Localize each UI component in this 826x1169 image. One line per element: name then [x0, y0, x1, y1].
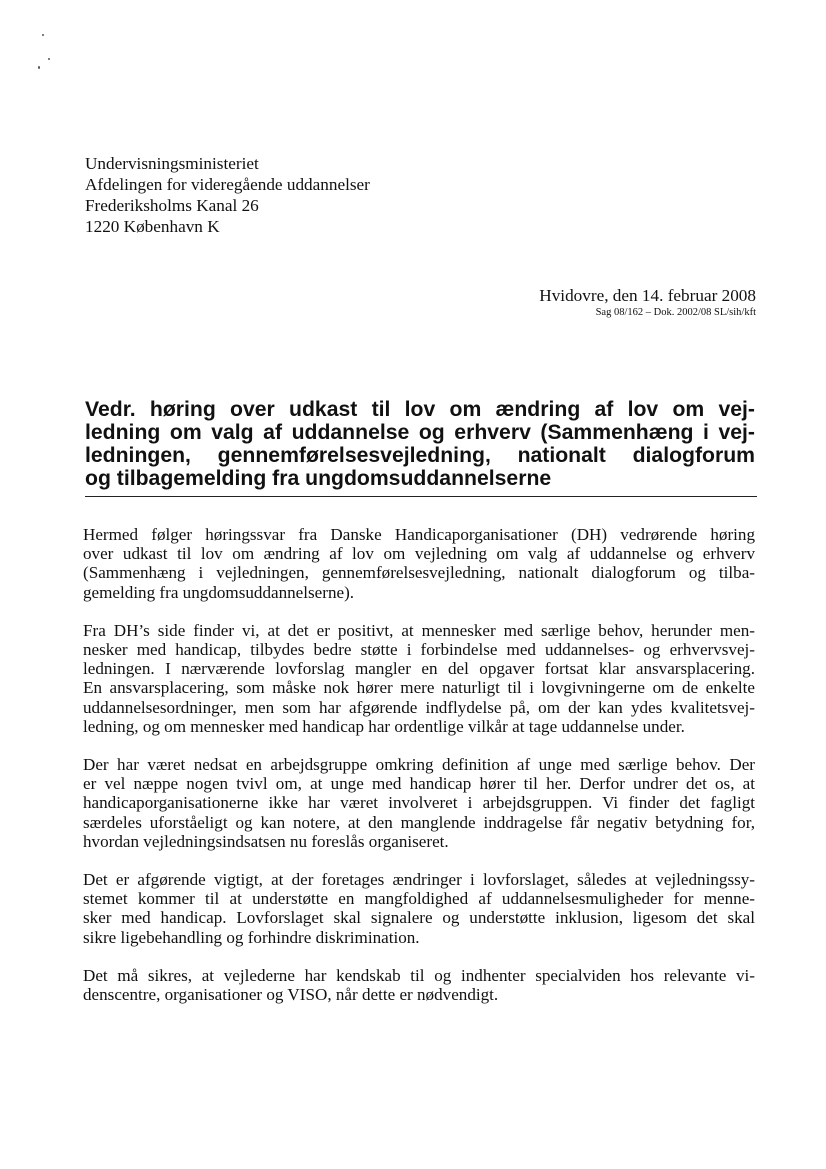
- text-line: ledning, og om mennesker med handicap har ordentlige vilkår at tage uddannelse under.: [83, 716, 685, 736]
- subject-heading: [85, 398, 755, 490]
- letter-body: [83, 525, 755, 1023]
- text-line: Hermed følger høringssvar fra Danske Handicaporganisationer (DH) vedrørende høring: [83, 525, 755, 544]
- text-line: sikre ligebehandling og forhindre diskrimination.: [83, 927, 420, 947]
- subject-underline: [85, 496, 757, 497]
- subject-line: ledning om valg af uddannelse og erhverv (Sammenhæng i vej-: [85, 421, 755, 444]
- recipient-line: Undervisningsministeriet: [85, 154, 259, 173]
- text-line: (Sammenhæng i vejledningen, gennemførelsesvejledning, nationalt dialogforum og tilba-: [83, 563, 755, 583]
- case-reference: Sag 08/162 – Dok. 2002/08 SL/sih/kft: [595, 307, 756, 318]
- text-line: Det må sikres, at vejlederne har kendskab til og indhenter specialviden hos relevante vi-: [83, 965, 755, 985]
- recipient-line: 1220 København K: [85, 217, 220, 236]
- text-line: gemelding fra ungdomsuddannelserne).: [83, 582, 355, 602]
- text-line: nesker med handicap, tilbydes bedre støtte i forbindelse med uddannelses- og erhvervsvej-: [83, 640, 755, 660]
- subject-line: Vedr. høring over udkast til lov om ændring af lov om vej-: [85, 398, 755, 421]
- text-line: særdeles uforståeligt og kan notere, at den manglende inddragelse får negativ betydning for,: [83, 812, 755, 832]
- text-line: sker med handicap. Lovforslaget skal signalere og understøtte inklusion, ligesom det skal: [83, 908, 755, 928]
- text-line: hvordan vejledningsindsatsen nu foreslås organiseret.: [83, 831, 449, 851]
- subject-line: ledningen, gennemførelsesvejledning, nationalt dialogforum: [85, 444, 755, 467]
- date-block: [539, 286, 756, 320]
- paragraph: [83, 525, 755, 602]
- text-line: ledningen. I nærværende lovforslag mangler en del opgaver fortsat klar ansvarsplacering.: [83, 659, 755, 679]
- recipient-address: [85, 153, 370, 237]
- text-line: er vel næppe nogen tvivl om, at unge med handicap hører til her. Derfor undrer det os, at: [83, 774, 755, 794]
- text-line: Fra DH’s side finder vi, at det er positivt, at mennesker med særlige behov, herunder men-: [83, 620, 755, 640]
- text-line: Det er afgørende vigtigt, at der foretages ændringer i lovforslaget, således at vejledningssy-: [83, 870, 755, 890]
- text-line: Der har været nedsat en arbejdsgruppe omkring definition af unge med særlige behov. Der: [83, 755, 755, 775]
- paragraph: [83, 755, 755, 851]
- recipient-line: Frederiksholms Kanal 26: [85, 196, 259, 215]
- text-line: over udkast til lov om ændring af lov om vejledning om valg af uddannelse og erhverv: [83, 544, 755, 564]
- letter-date: Hvidovre, den 14. februar 2008: [539, 286, 756, 305]
- text-line: handicaporganisationerne ikke har været involveret i arbejdsgruppen. Vi finder det fagligt: [83, 793, 755, 813]
- scan-specks: [36, 30, 56, 75]
- paragraph: [83, 870, 755, 947]
- text-line: stemet kommer til at understøtte en mangfoldighed af uddannelsesmuligheder for menne-: [83, 889, 755, 909]
- recipient-line: Afdelingen for videregående uddannelser: [85, 175, 370, 194]
- text-line: denscentre, organisationer og VISO, når dette er nødvendigt.: [83, 985, 499, 1005]
- text-line: uddannelsesordninger, men som har afgørende indflydelse på, om der kan ydes kvalitetsvej-: [83, 697, 755, 717]
- subject-line: og tilbagemelding fra ungdomsuddannelserne: [85, 467, 552, 490]
- paragraph: [83, 621, 755, 736]
- text-line: En ansvarsplacering, som måske nok hører mere naturligt til i lovgivningerne om de enkelte: [83, 678, 755, 698]
- paragraph: [83, 966, 755, 1004]
